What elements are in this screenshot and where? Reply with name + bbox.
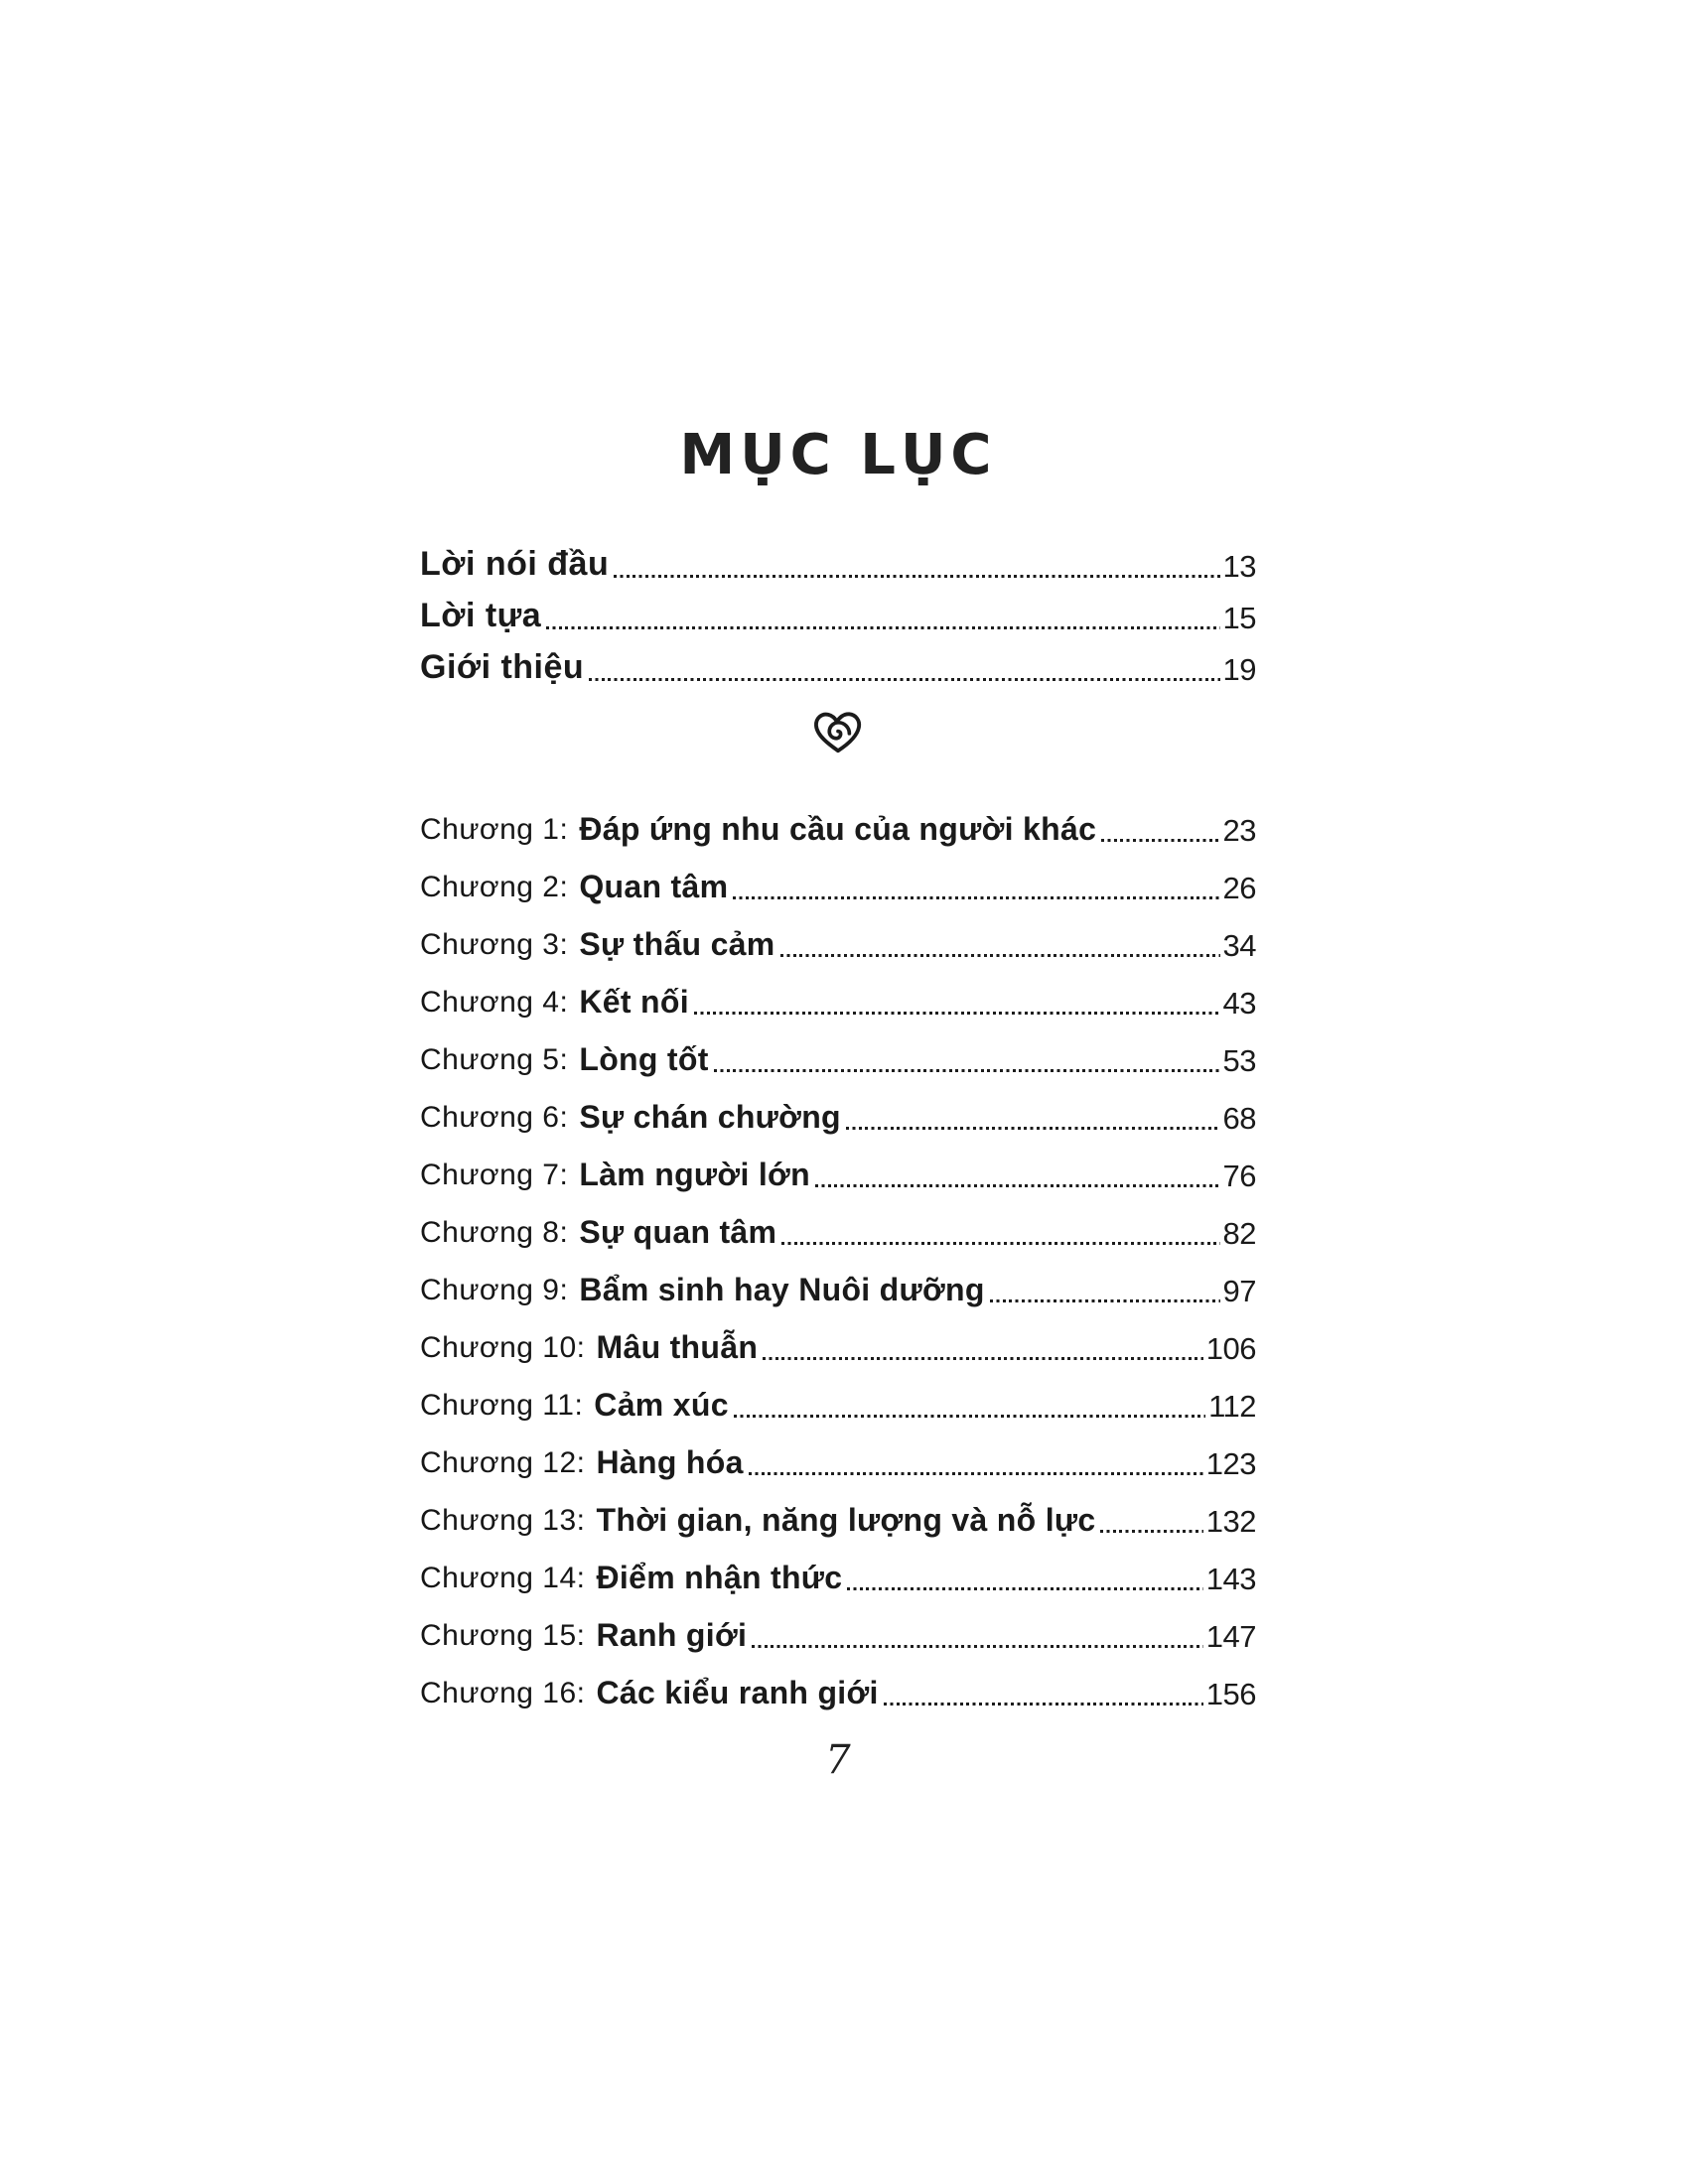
page-number: 68 [1222, 1100, 1256, 1136]
dotted-leader [990, 1299, 1220, 1302]
page-number: 76 [1222, 1158, 1256, 1193]
chapter-prefix: Chương 3: [420, 928, 569, 962]
chapter-prefix: Chương 2: [420, 871, 569, 904]
page-number: 15 [1222, 600, 1256, 635]
chapter-title: Thời gian, năng lượng và nỗ lực [596, 1501, 1096, 1538]
chapter-prefix: Chương 12: [420, 1446, 586, 1480]
chapter-title: Làm người lớn [579, 1156, 810, 1192]
folio-page-number: 7 [825, 1736, 851, 1783]
dotted-leader [781, 1242, 1219, 1245]
chapter-title: Đáp ứng nhu cầu của người khác [579, 810, 1097, 847]
dotted-leader [749, 1472, 1203, 1475]
dotted-leader [1100, 1530, 1202, 1533]
chapter-prefix: Chương 9: [420, 1274, 569, 1307]
toc-entry-chapter [420, 1597, 1256, 1655]
toc-entry-chapter [420, 1425, 1256, 1482]
chapter-prefix: Chương 13: [420, 1504, 586, 1538]
dotted-leader [546, 626, 1219, 629]
chapter-title: Sự quan tâm [579, 1213, 777, 1250]
page-number: 23 [1222, 812, 1256, 848]
dotted-leader [1101, 839, 1219, 842]
dotted-leader [763, 1357, 1203, 1360]
toc-entry-front-matter [420, 533, 1256, 585]
chapter-prefix: Chương 7: [420, 1159, 569, 1192]
toc-entry-chapter [420, 1367, 1256, 1425]
toc-entry-chapter [420, 1137, 1256, 1194]
chapter-prefix: Chương 15: [420, 1619, 586, 1653]
toc-entry-front-matter [420, 585, 1256, 636]
dotted-leader [752, 1645, 1203, 1648]
toc-entry-chapter [420, 1309, 1256, 1367]
page-title: MỤC LỤC [679, 423, 997, 487]
toc-content [420, 0, 1256, 1783]
page-number: 34 [1222, 927, 1256, 963]
front-matter-label: Giới thiệu [420, 648, 585, 686]
page-number: 156 [1205, 1676, 1256, 1711]
toc-entry-chapter [420, 1022, 1256, 1079]
spiral-heart-icon [810, 745, 866, 761]
toc-entry-chapter [420, 849, 1256, 906]
chapter-title: Điểm nhận thức [596, 1559, 843, 1595]
page-number: 106 [1205, 1330, 1256, 1366]
chapter-title: Cảm xúc [594, 1386, 729, 1423]
toc-entry-chapter [420, 906, 1256, 964]
dotted-leader [846, 1127, 1220, 1130]
toc-entry-chapter [420, 791, 1256, 849]
chapter-prefix: Chương 4: [420, 986, 569, 1020]
toc-entry-chapter [420, 1079, 1256, 1137]
page-number: 19 [1222, 651, 1256, 687]
chapter-title: Quan tâm [579, 868, 729, 904]
chapter-list [420, 791, 1256, 1712]
chapter-prefix: Chương 6: [420, 1101, 569, 1135]
chapter-prefix: Chương 16: [420, 1677, 586, 1710]
dotted-leader [780, 954, 1220, 957]
section-divider [420, 706, 1256, 763]
front-matter-list [420, 533, 1256, 688]
page-number: 82 [1222, 1215, 1256, 1251]
page-number: 123 [1205, 1445, 1256, 1481]
chapter-title: Sự chán chường [579, 1098, 841, 1135]
toc-entry-chapter [420, 1194, 1256, 1252]
chapter-prefix: Chương 1: [420, 813, 569, 847]
front-matter-label: Lời tựa [420, 597, 542, 634]
chapter-prefix: Chương 10: [420, 1331, 586, 1365]
page-number: 132 [1205, 1503, 1256, 1539]
page-number: 53 [1222, 1042, 1256, 1078]
chapter-prefix: Chương 8: [420, 1216, 569, 1250]
toc-entry-chapter [420, 1655, 1256, 1712]
toc-entry-front-matter [420, 636, 1256, 688]
chapter-prefix: Chương 14: [420, 1562, 586, 1595]
chapter-title: Lòng tốt [579, 1040, 709, 1077]
dotted-leader [694, 1012, 1220, 1015]
dotted-leader [714, 1069, 1220, 1072]
dotted-leader [815, 1184, 1220, 1187]
toc-entry-chapter [420, 1252, 1256, 1309]
page-number: 97 [1222, 1273, 1256, 1308]
page-number: 143 [1205, 1561, 1256, 1596]
toc-entry-chapter [420, 964, 1256, 1022]
page-number: 112 [1208, 1388, 1256, 1424]
dotted-leader [734, 1415, 1205, 1418]
dotted-leader [733, 896, 1219, 899]
toc-entry-chapter [420, 1540, 1256, 1597]
dotted-leader [884, 1703, 1203, 1706]
dotted-leader [614, 575, 1219, 578]
chapter-title: Kết nối [579, 983, 689, 1020]
page-number: 26 [1222, 870, 1256, 905]
dotted-leader [847, 1587, 1202, 1590]
chapter-prefix: Chương 5: [420, 1043, 569, 1077]
chapter-title: Sự thấu cảm [579, 925, 775, 962]
chapter-title: Bẩm sinh hay Nuôi dưỡng [579, 1271, 985, 1307]
page-number: 13 [1222, 548, 1256, 584]
chapter-title: Ranh giới [596, 1616, 748, 1653]
toc-entry-chapter [420, 1482, 1256, 1540]
front-matter-label: Lời nói đầu [420, 545, 610, 583]
page-number: 43 [1222, 985, 1256, 1021]
dotted-leader [589, 678, 1219, 681]
chapter-title: Các kiểu ranh giới [596, 1674, 879, 1710]
chapter-title: Hàng hóa [596, 1443, 744, 1480]
page-number: 147 [1205, 1618, 1256, 1654]
chapter-prefix: Chương 11: [420, 1389, 584, 1423]
chapter-title: Mâu thuẫn [596, 1328, 759, 1365]
